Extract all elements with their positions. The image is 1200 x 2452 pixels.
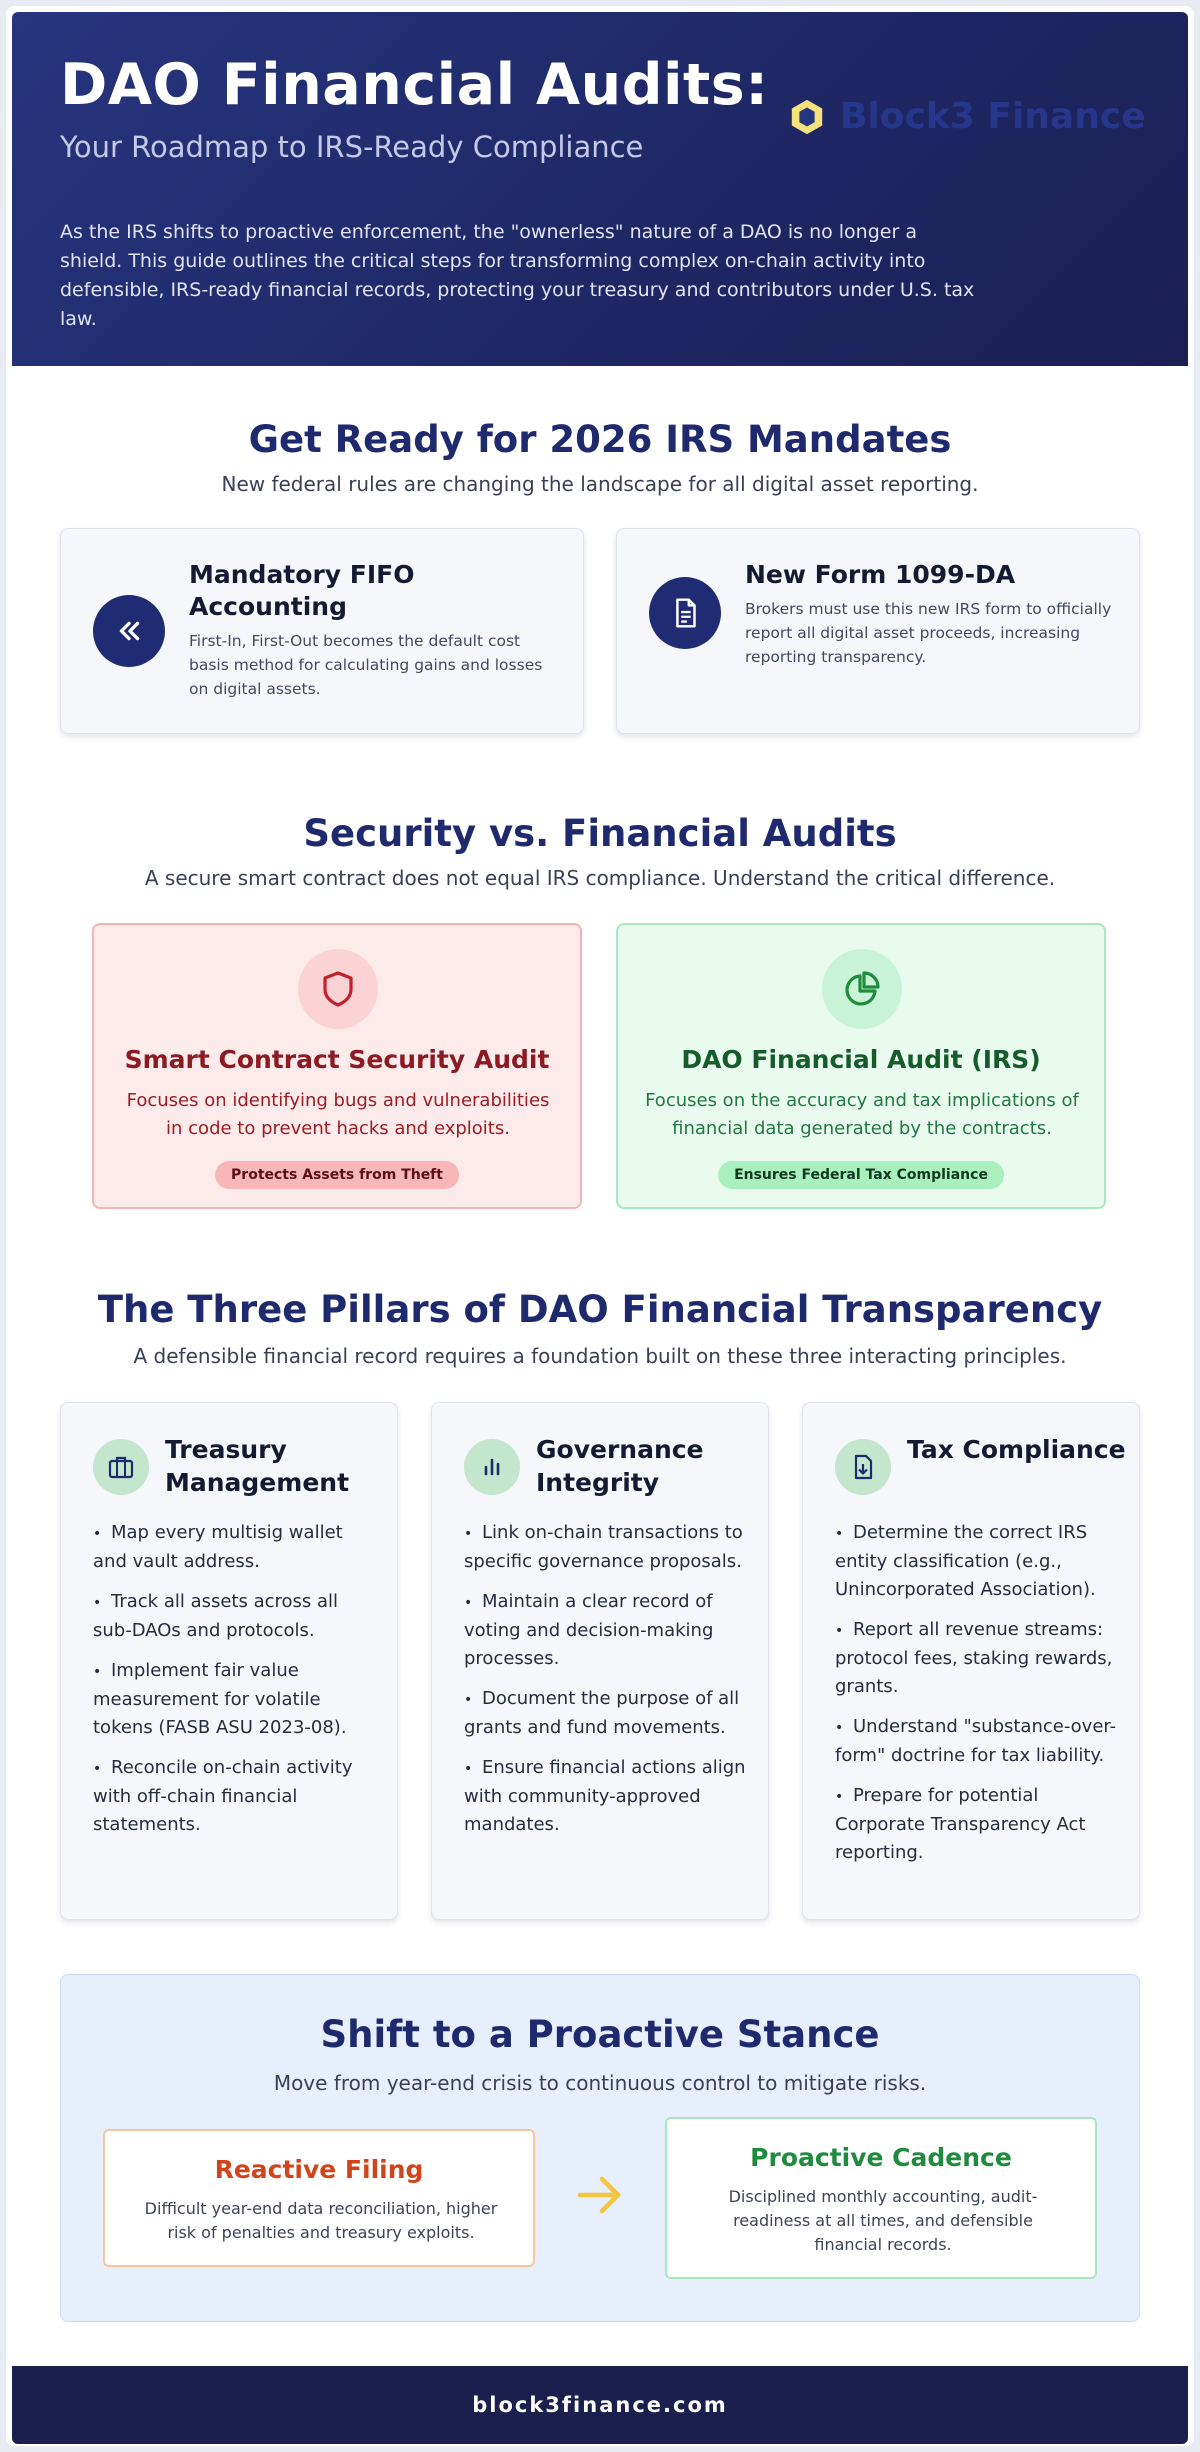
proactive-cadence-box — [665, 2117, 1097, 2279]
list-item: • Map every multisig wallet and vault address. — [93, 1522, 343, 1572]
list-item: • Document the purpose of all grants and fund movements. — [464, 1688, 740, 1738]
proactive-heading: Shift to a Proactive Stance — [320, 2013, 880, 2056]
list-item: • Determine the correct IRS entity classification (e.g., Unincorporated Association). — [835, 1522, 1096, 1600]
form-1099-card-text: Brokers must use this new IRS form to officially report all digital asset proceeds, increasing reporting transparency. — [745, 600, 1112, 666]
fifo-card-text: First-In, First-Out becomes the default cost basis method for calculating gains and losses on digital assets. — [189, 632, 543, 698]
briefcase-icon — [93, 1439, 149, 1495]
form-1099-card — [616, 528, 1140, 734]
reactive-filing-text: Difficult year-end data reconciliation, higher risk of penalties and treasury exploits. — [144, 2199, 498, 2242]
proactive-cadence-title: Proactive Cadence — [750, 2143, 1012, 2172]
footer — [12, 2366, 1188, 2444]
pillar-title: Treasury Management — [165, 1435, 350, 1497]
form-1099-card-title: New Form 1099-DA — [745, 560, 1016, 589]
list-item: • Link on-chain transactions to specific governance proposals. — [464, 1522, 743, 1572]
hero-banner — [12, 12, 1188, 366]
brand-logo — [788, 96, 1146, 137]
pie-chart-icon — [822, 949, 902, 1029]
brand-name: Block3 Finance — [840, 96, 1146, 137]
arrow-right-icon — [574, 2169, 626, 2221]
list-item: • Report all revenue streams: protocol fees, staking rewards, grants. — [835, 1619, 1113, 1697]
footer-website-link[interactable]: block3finance.com — [472, 2393, 728, 2417]
list-item: • Ensure financial actions align with community-approved mandates. — [464, 1757, 746, 1835]
list-item: • Understand "substance-over-form" doctrine for tax liability. — [835, 1716, 1117, 1766]
list-item: • Maintain a clear record of voting and decision-making processes. — [464, 1591, 714, 1669]
audits-heading: Security vs. Financial Audits — [303, 812, 897, 855]
double-chevron-left-icon — [93, 595, 165, 667]
shield-icon — [298, 949, 378, 1029]
list-item: • Track all assets across all sub-DAOs and protocols. — [93, 1591, 339, 1641]
financial-audit-title: DAO Financial Audit (IRS) — [681, 1045, 1041, 1074]
security-audit-text: Focuses on identifying bugs and vulnerabilities in code to prevent hacks and exploits. — [126, 1090, 550, 1139]
financial-audit-card — [616, 923, 1106, 1209]
security-audit-badge: Protects Assets from Theft — [215, 1161, 459, 1189]
pillar-title: Governance Integrity — [536, 1435, 704, 1497]
document-icon — [649, 577, 721, 649]
bar-chart-icon — [464, 1439, 520, 1495]
fifo-card-title: Mandatory FIFO Accounting — [189, 560, 415, 621]
reactive-filing-box — [103, 2129, 535, 2267]
proactive-section — [60, 1974, 1140, 2322]
reactive-filing-title: Reactive Filing — [214, 2155, 424, 2184]
proactive-subheading: Move from year-end crisis to continuous control to mitigate risks. — [273, 2071, 927, 2095]
list-item: • Implement fair value measurement for volatile tokens (FASB ASU 2023-08). — [93, 1660, 347, 1738]
page-subtitle: Your Roadmap to IRS-Ready Compliance — [60, 130, 644, 164]
infographic-page — [6, 6, 1194, 2446]
pillar-card-treasury — [60, 1402, 398, 1920]
pillars-subheading: A defensible financial record requires a foundation built on these three interacting principles. — [133, 1344, 1067, 1368]
pillar-bullet-list — [93, 1519, 377, 1851]
proactive-cadence-text: Disciplined monthly accounting, audit-readiness at all times, and defensible financial records. — [728, 2187, 1038, 2254]
intro-paragraph: As the IRS shifts to proactive enforcement, the "ownerless" nature of a DAO is no longer a shield. This guide outlines the critical steps for transforming complex on-chain activity into defensible, IRS-ready financial records, protecting your treasury and contributors under U.S. tax law. — [60, 221, 975, 330]
pillars-heading: The Three Pillars of DAO Financial Transparency — [97, 1288, 1103, 1331]
hexagon-logo-icon — [788, 98, 826, 136]
list-item: • Prepare for potential Corporate Transparency Act reporting. — [835, 1785, 1086, 1863]
financial-audit-text: Focuses on the accuracy and tax implications of financial data generated by the contracts. — [645, 1090, 1079, 1139]
list-item: • Reconcile on-chain activity with off-chain financial statements. — [93, 1757, 353, 1835]
pillar-card-governance — [431, 1402, 769, 1920]
pillar-title: Tax Compliance — [907, 1435, 1126, 1464]
mandates-heading: Get Ready for 2026 IRS Mandates — [248, 418, 952, 461]
financial-audit-badge: Ensures Federal Tax Compliance — [718, 1161, 1004, 1189]
pillar-bullet-list — [835, 1519, 1119, 1879]
fifo-card — [60, 528, 584, 734]
security-audit-card — [92, 923, 582, 1209]
pillar-bullet-list — [464, 1519, 748, 1851]
page-title: DAO Financial Audits: — [60, 52, 769, 118]
security-audit-title: Smart Contract Security Audit — [124, 1045, 550, 1074]
file-download-icon — [835, 1439, 891, 1495]
audits-subheading: A secure smart contract does not equal IRS compliance. Understand the critical difference. — [144, 866, 1056, 890]
mandates-subheading: New federal rules are changing the landscape for all digital asset reporting. — [221, 472, 979, 496]
pillar-card-tax — [802, 1402, 1140, 1920]
